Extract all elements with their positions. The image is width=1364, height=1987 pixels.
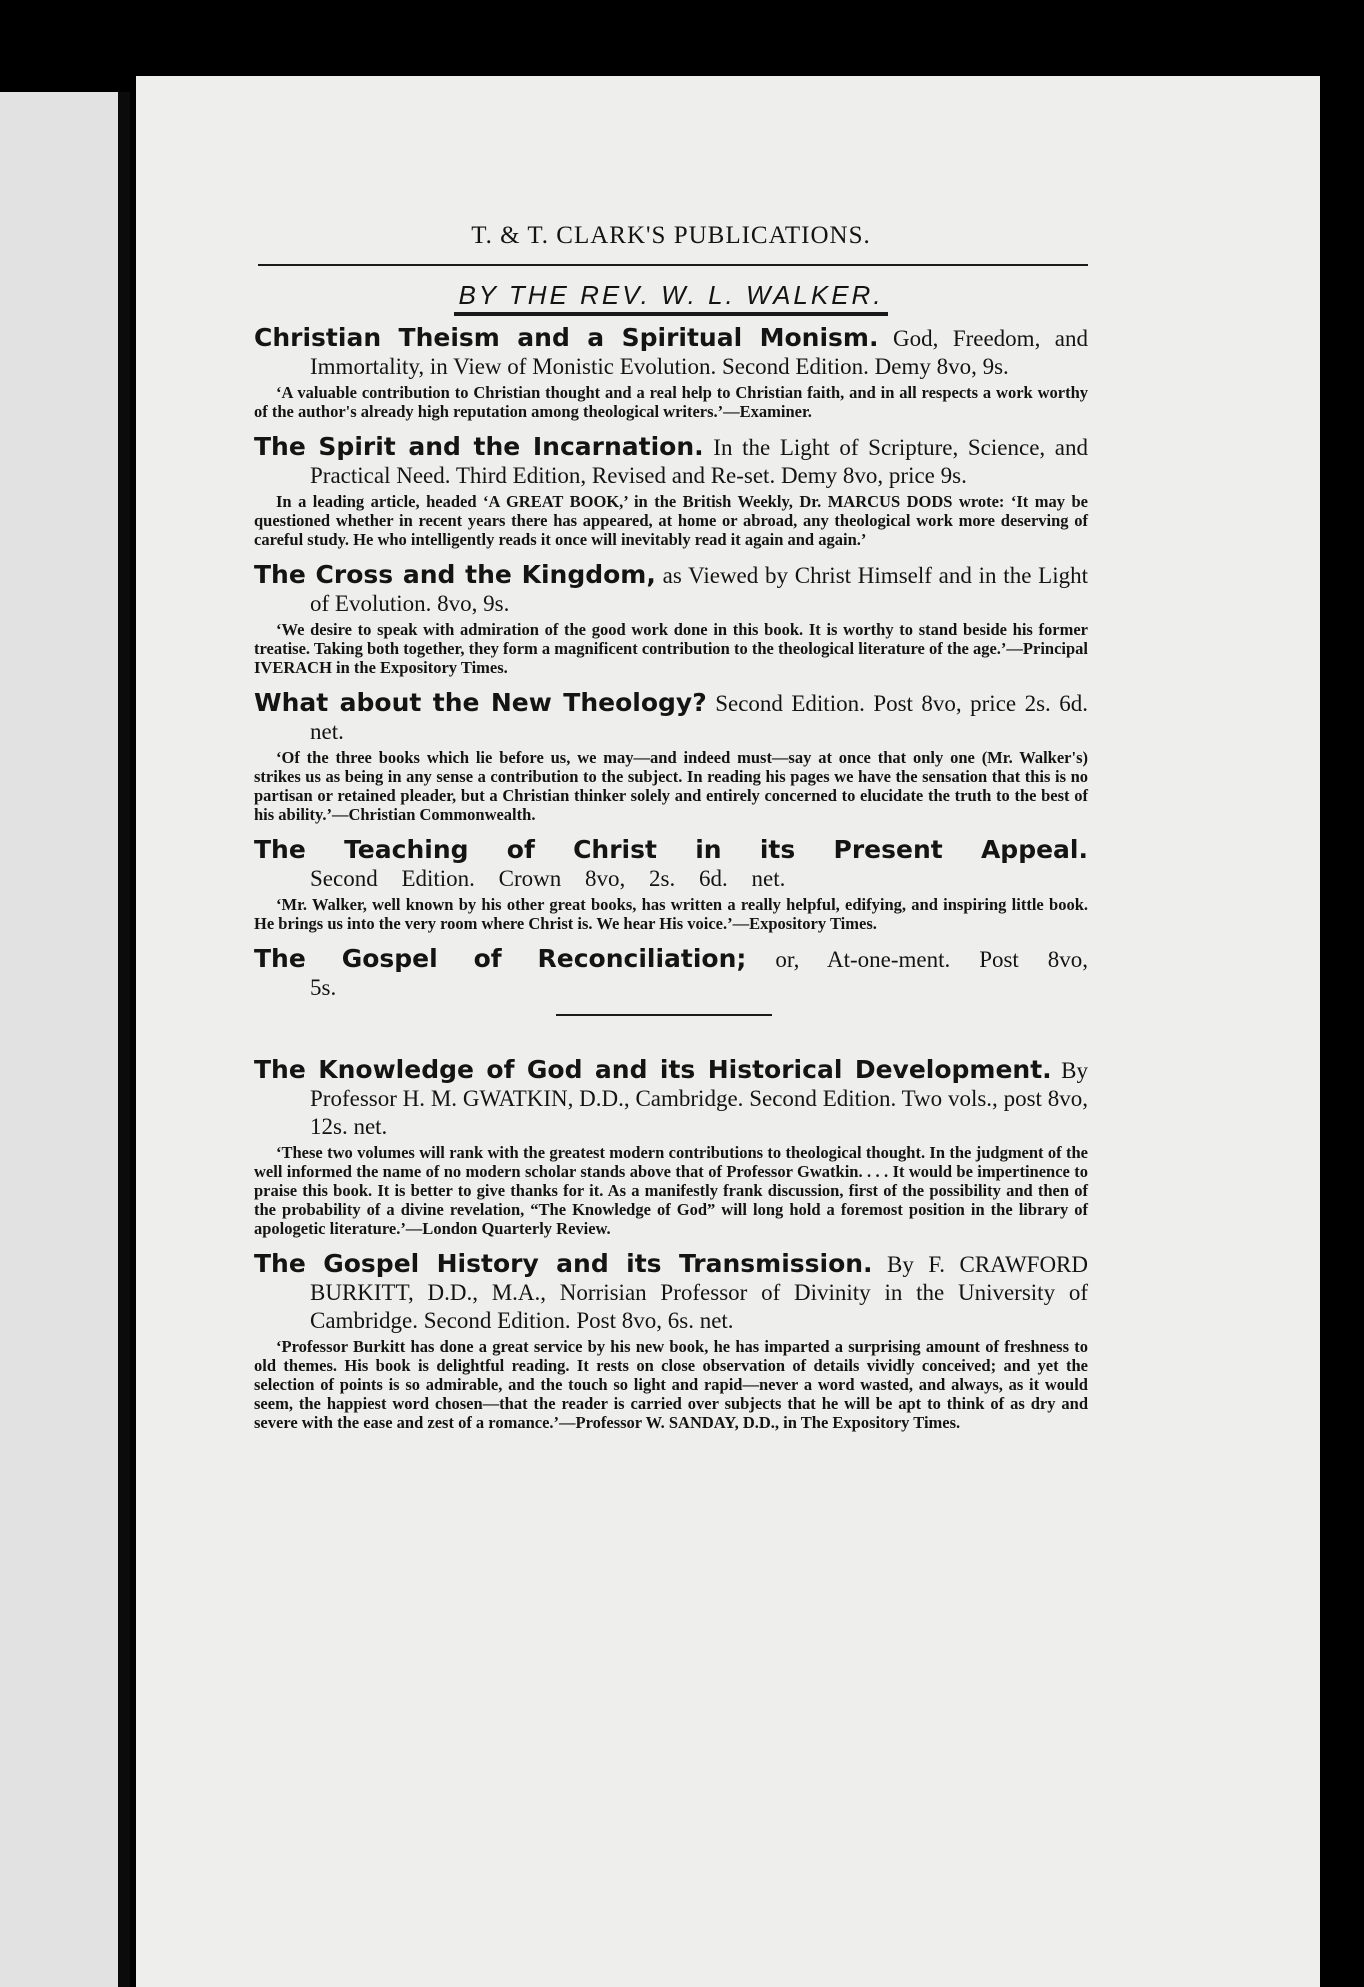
book-review: ‘Mr. Walker, well known by his other great books, has written a really helpful, edifying, and inspiring little book. He brings us into the very room where Christ is. We hear His voice.’—Expository Times. [254,895,1088,933]
book-review: ‘Professor Burkitt has done a great service by his new book, he has imparted a surprising amount of freshness to old themes. His book is delightful reading. It rests on close observation of details vividly conceived; and yet the selection of points is so admirable, and the touch so light and rapid—never a word wasted, and always, as it would seem, the happiest word chosen—that the reader is carried over subjects that he will be apt to think of as dry and severe with the ease and zest of a romance.’—Professor W. SANDAY, D.D., in The Expository Times. [254,1337,1088,1432]
book-details: or, At-one-ment. Post 8vo, 5s. [310,947,1089,1000]
book-spine-shadow [118,92,130,1987]
book-entry [254,433,1088,549]
book-review: ‘Of the three books which lie before us, we may—and indeed must—say at once that only one (Mr. Walker's) strikes us as being in any sense a contribution to the subject. In reading his pages we have the sensation that this is no partisan or retained pleader, but a Christian thinker solely and entirely concerned to elucidate the truth to the best of his ability.’—Christian Commonwealth. [254,748,1088,824]
book-entry [254,689,1088,824]
entry-heading [254,433,1088,490]
book-title: The Gospel of Reconciliation; [254,944,747,973]
book-entry [254,945,1088,1002]
book-details: In the Light of Scripture, Science, and Practical Need. Third Edition, Revised and Re-set. Demy 8vo, price 9s. [310,435,1089,488]
section-divider [556,1014,772,1016]
entry-heading [254,1056,1088,1141]
book-title: The Gospel History and its Transmission. [254,1249,873,1278]
book-title: The Cross and the Kingdom, [254,560,656,589]
book-entry [254,1250,1088,1432]
book-entry [254,324,1088,421]
book-details: By Professor H. M. GWATKIN, D.D., Cambridge. Second Edition. Two vols., post 8vo, 12s. net. [310,1058,1088,1139]
book-review: ‘We desire to speak with admiration of the good work done in this book. It is worthy to stand beside his former treatise. Taking both together, they form a magnificent contribution to the theological literature of the age.’—Principal IVERACH in the Expository Times. [254,620,1088,677]
book-review: ‘These two volumes will rank with the greatest modern contributions to theological thought. In the judgment of the well informed the name of no modern scholar stands above that of Professor Gwatkin. . . . It would be impertinence to praise this book. It is better to give thanks for it. As a manifestly frank discussion, first of the possibility and then of the probability of a divine revelation, “The Knowledge of God” will long hold a foremost position in the library of apologetic literature.’—London Quarterly Review. [254,1143,1088,1238]
book-review: ‘A valuable contribution to Christian thought and a real help to Christian faith, and in all respects a work worthy of the author's already high reputation among theological writers.’—Examiner. [254,383,1088,421]
book-title: The Teaching of Christ in its Present Appeal. [254,835,1088,864]
author-heading-text: BY THE REV. W. L. WALKER. [454,278,887,316]
page-header: T. & T. CLARK'S PUBLICATIONS. [471,222,871,249]
book-title: The Spirit and the Incarnation. [254,432,704,461]
book-details: as Viewed by Christ Himself and in the Light of Evolution. 8vo, 9s. [310,563,1088,616]
book-title: What about the New Theology? [254,688,707,717]
header-rule [258,264,1088,266]
entry-heading [254,836,1088,893]
book-details: Second Edition. Crown 8vo, 2s. 6d. net. [310,866,786,891]
entry-heading [254,561,1088,618]
entry-heading [254,945,1088,1002]
book-details: Second Edition. Post 8vo, price 2s. 6d. net. [310,691,1089,744]
entry-heading [254,1250,1088,1335]
book-entry [254,836,1088,933]
page-content [254,222,1088,1444]
book-title: The Knowledge of God and its Historical Development. [254,1055,1052,1084]
adjacent-page-edge [0,92,118,1987]
book-entry [254,1056,1088,1238]
entry-heading [254,689,1088,746]
book-entry [254,561,1088,677]
book-review: In a leading article, headed ‘A GREAT BOOK,’ in the British Weekly, Dr. MARCUS DODS wrote: ‘It may be questioned whether in recent years there has appeared, at home or abroad, any theological work more deserving of careful study. He who intelligently reads it once will inevitably read it again and again.’ [254,492,1088,549]
book-details: God, Freedom, and Immortality, in View of Monistic Evolution. Second Edition. Demy 8vo, 9s. [310,326,1089,379]
entry-heading [254,324,1088,381]
scanned-page [136,76,1320,1987]
book-details: By F. CRAWFORD BURKITT, D.D., M.A., Norrisian Professor of Divinity in the University of Cambridge. Second Edition. Post 8vo, 6s. net. [310,1252,1088,1333]
author-heading [254,278,1088,316]
book-title: Christian Theism and a Spiritual Monism. [254,323,879,352]
